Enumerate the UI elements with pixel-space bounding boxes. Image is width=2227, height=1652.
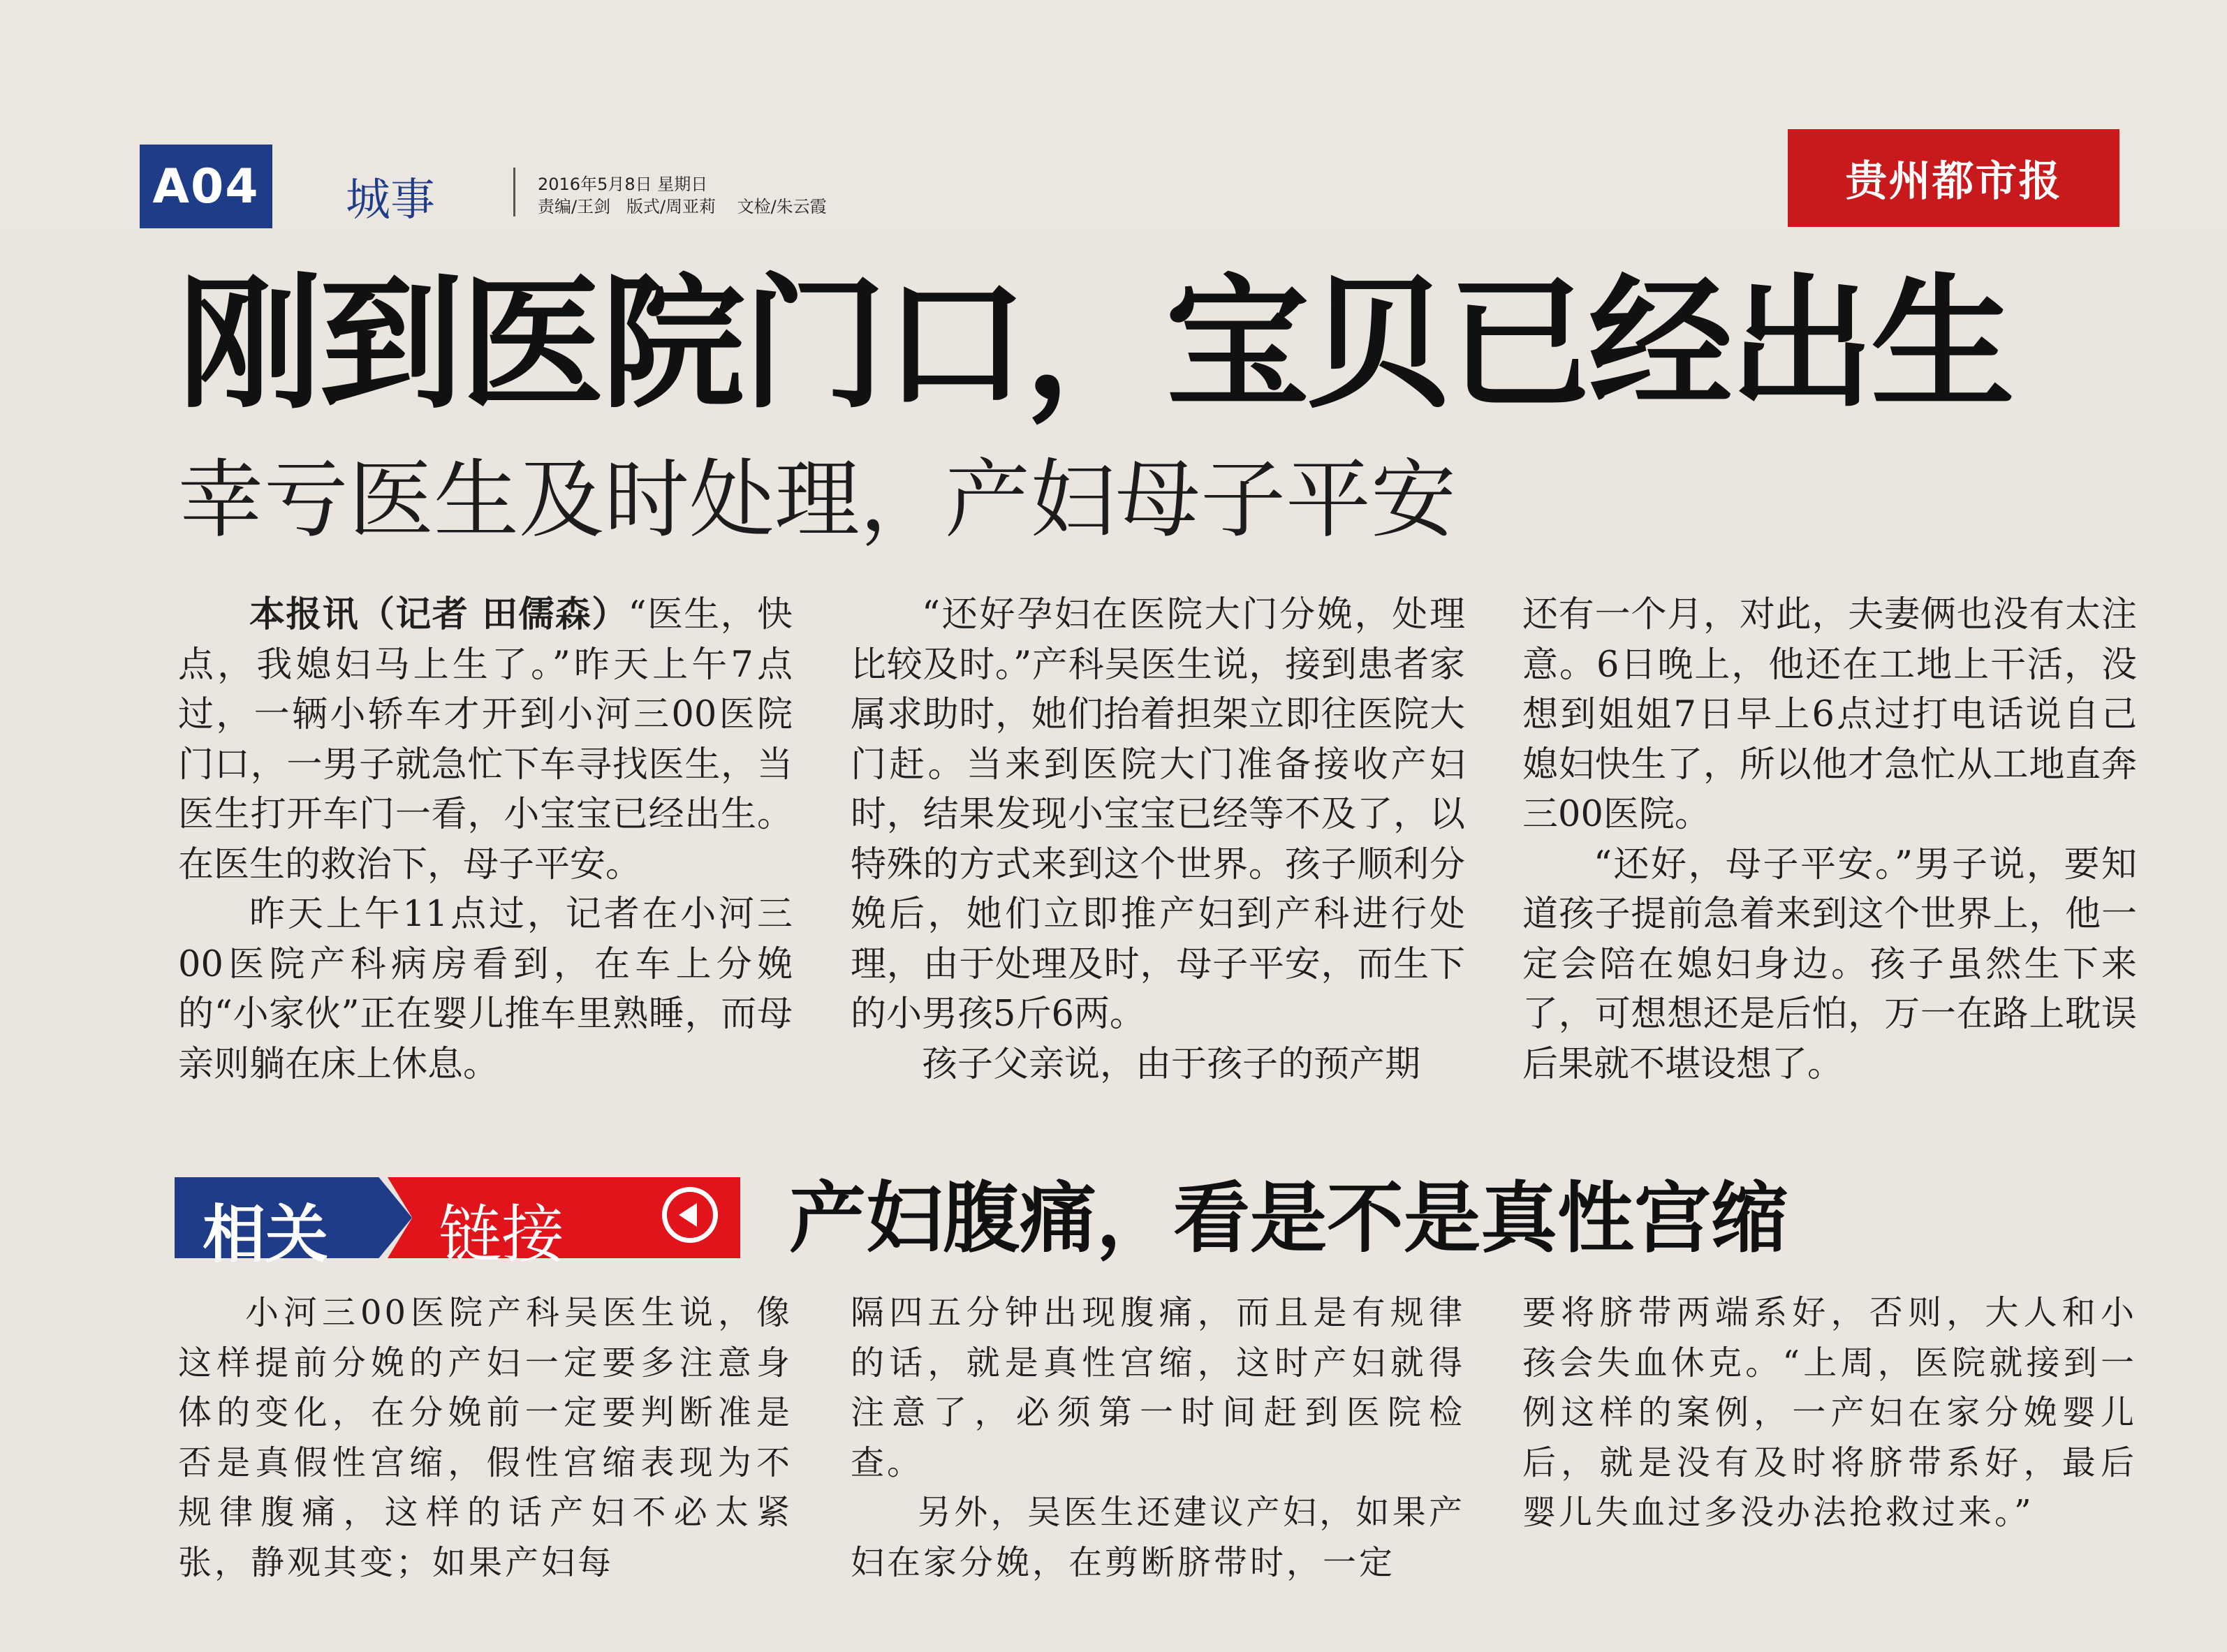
article-lead: 本报讯（记者 田儒森） bbox=[249, 594, 629, 635]
article-subheadline: 幸亏医生及时处理，产妇母子平安 bbox=[178, 450, 1456, 550]
page-number-badge: A04 bbox=[140, 145, 272, 228]
article-paragraph: “还好孕妇在医院大门分娩，处理比较及时。”产科吴医生说，接到患者家属求助时，她们抬着担架立即往医院大门赶。当来到医院大门准备接收产妇时，结果发现小宝宝已经等不及了，以特殊的方式来到这个世界。孩子顺利分娩后，她们立即推产妇到产科进行处理，由于处理及时，母子平安，而生下的小男孩5斤6两。 bbox=[851, 594, 1465, 1035]
issue-date: 2016年5月8日 星期日 bbox=[538, 175, 708, 194]
article-column-2 bbox=[851, 590, 1465, 1089]
related-column-1 bbox=[178, 1288, 793, 1588]
article-paragraph: 本报讯（记者 田儒森）“医生，快点，我媳妇马上生了。”昨天上午7点过，一辆小轿车才开到小河三00医院门口，一男子就急忙下车寻找医生，当医生打开车门一看，小宝宝已经出生。在医生的救治下，母子平安。 bbox=[178, 594, 793, 885]
newspaper-masthead: 贵州都市报 bbox=[1788, 129, 2119, 227]
related-paragraph: 另外，吴医生还建议产妇，如果产妇在家分娩，在剪断脐带时，一定 bbox=[851, 1493, 1465, 1582]
link-label: 链接 bbox=[439, 1198, 564, 1271]
related-paragraph: 隔四五分钟出现腹痛，而且是有规律的话，就是真性宫缩，这时产妇就得注意了，必须第一时间赶到医院检查。 bbox=[851, 1293, 1465, 1482]
related-label: 相关 bbox=[203, 1198, 328, 1271]
article-paragraph: “还好，母子平安。”男子说，要知道孩子提前急着来到这个世界上，他一定会陪在媳妇身边。孩子虽然生下来了，可想想还是后怕，万一在路上耽误后果就不堪设想了。 bbox=[1522, 843, 2137, 1085]
related-column-3 bbox=[1522, 1288, 2137, 1538]
article-column-1 bbox=[178, 590, 793, 1089]
article-column-3 bbox=[1522, 590, 2137, 1089]
related-paragraph: 要将脐带两端系好，否则，大人和小孩会失血休克。“上周，医院就接到一例这样的案例，一产妇在家分娩婴儿后，就是没有及时将脐带系好，最后婴儿失血过多没办法抢救过来。” bbox=[1522, 1293, 2137, 1533]
arrow-left-circle-icon bbox=[662, 1187, 718, 1243]
article-paragraph: 还有一个月，对此，夫妻俩也没有太注意。6日晚上，他还在工地上干活，没想到姐姐7日早上6点过打电话说自己媳妇快生了，所以他才急忙从工地直奔三00医院。 bbox=[1522, 594, 2137, 835]
related-column-2 bbox=[851, 1288, 1465, 1588]
article-headline: 刚到医院门口，宝贝已经出生 bbox=[178, 260, 2013, 428]
article-paragraph: 孩子父亲说，由于孩子的预产期 bbox=[922, 1043, 1421, 1085]
header-divider bbox=[513, 168, 515, 216]
article-paragraph: 昨天上午11点过，记者在小河三00医院产科病房看到，在车上分娩的“小家伙”正在婴儿推车里熟睡，而母亲则躺在床上休息。 bbox=[178, 894, 793, 1085]
related-paragraph: 小河三00医院产科吴医生说，像这样提前分娩的产妇一定要多注意身体的变化，在分娩前一定要判断准是否是真假性宫缩，假性宫缩表现为不规律腹痛，这样的话产妇不必太紧张，静观其变；如果产妇每 bbox=[178, 1293, 793, 1582]
related-title: 产妇腹痛，看是不是真性宫缩 bbox=[789, 1174, 1788, 1263]
editor-credits: 责编/王剑 版式/周亚莉 文检/朱云霞 bbox=[538, 197, 827, 216]
section-name: 城事 bbox=[346, 175, 435, 226]
